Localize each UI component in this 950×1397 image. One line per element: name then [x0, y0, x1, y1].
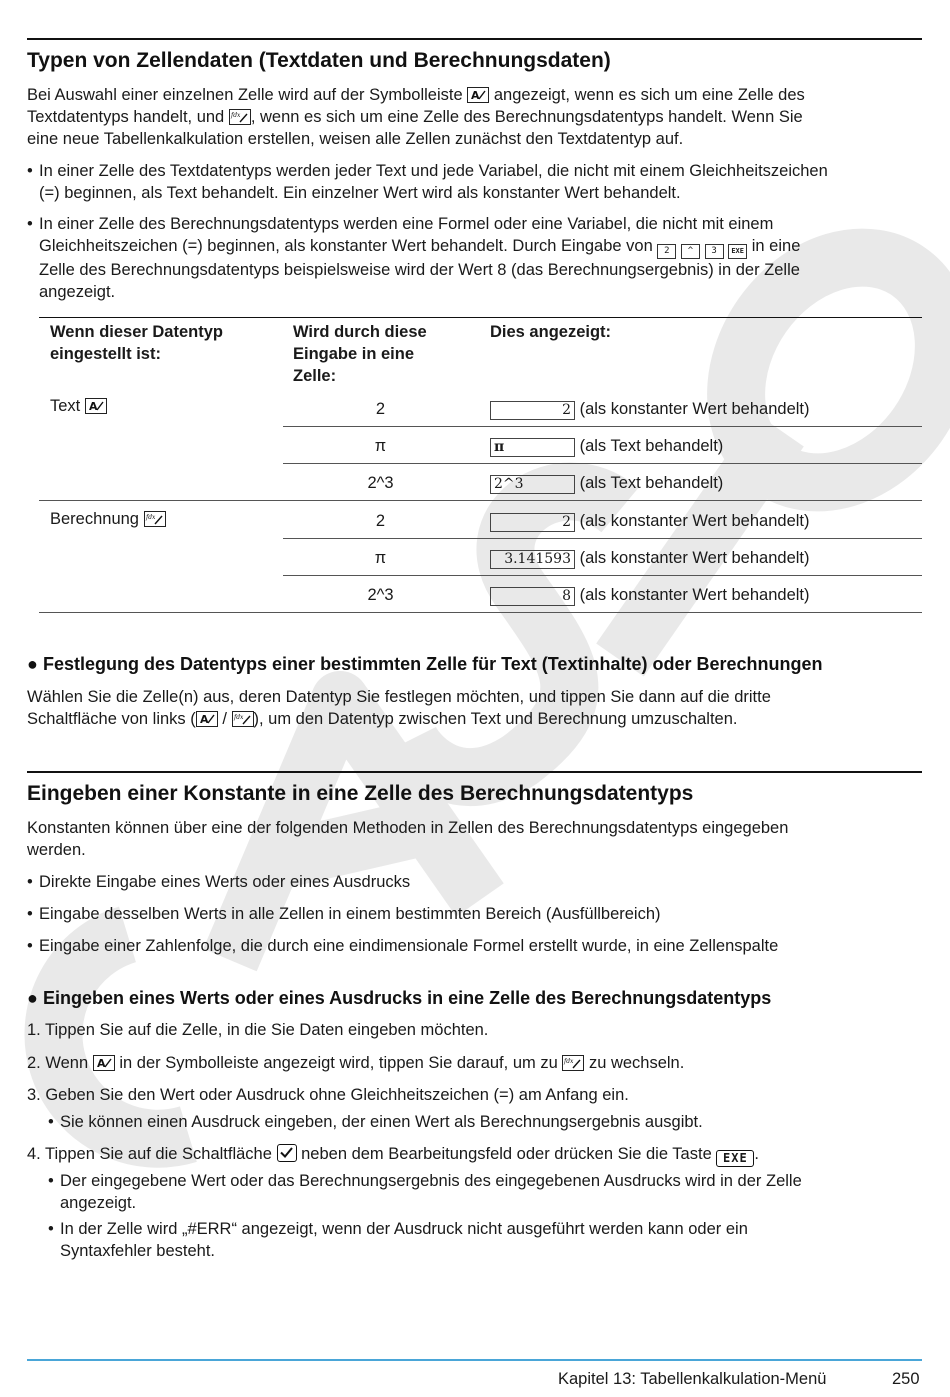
table-cell-input: π: [374, 437, 387, 455]
intro-text: , wenn es sich um eine Zelle des Berechnungsdatentyps handelt. Wenn Sie: [250, 108, 803, 126]
bullet-line: Gleichheitszeichen (=) beginnen, als konstanter Wert behandelt. Durch Eingabe von: [39, 237, 653, 255]
svg-text:fdx: fdx: [564, 1058, 574, 1065]
paragraph-line: Konstanten können über eine der folgenden Methoden in Zellen des Berechnungsdatentyps eingegeben: [27, 819, 789, 837]
bullet-line: angezeigt.: [60, 1194, 137, 1212]
method-bullet: • Direkte Eingabe eines Werts oder eines Ausdrucks: [27, 871, 922, 893]
intro-paragraph: [27, 84, 922, 150]
step-text: in der Symbolleiste angezeigt wird, tippen Sie darauf, um zu: [119, 1054, 558, 1072]
cell-display-box: 2^3: [490, 475, 575, 494]
svg-text:fdx: fdx: [233, 714, 243, 721]
footer-chapter: Kapitel 13: Tabellenkalkulation-Menü: [558, 1370, 827, 1388]
row-divider: [283, 538, 922, 539]
method-bullet: • Eingabe einer Zahlenfolge, die durch eine eindimensionale Formel erstellt wurde, in eine Zellenspalte: [27, 935, 922, 957]
step-1: 1. Tippen Sie auf die Zelle, in die Sie Daten eingeben möchten.: [27, 1021, 489, 1039]
header-line: Wenn dieser Datentyp: [50, 323, 223, 341]
paragraph-line: Wählen Sie die Zelle(n) aus, deren Datentyp Sie festlegen möchten, und tippen Sie dann auf die dritte: [27, 688, 771, 706]
svg-text:fdx: fdx: [230, 112, 241, 119]
table-cell-display-row: [490, 584, 810, 606]
table-cell-input: 2^3: [367, 586, 394, 604]
constants-intro: [27, 817, 922, 861]
group-label-calc: [50, 508, 166, 530]
bullet-line: Zelle des Berechnungsdatentyps beispielsweise wird der Wert 8 (das Berechnungsergebnis) in der Zelle: [39, 261, 800, 279]
intro-text: Bei Auswahl einer einzelnen Zelle wird auf der Symbolleiste: [27, 86, 463, 104]
section-title-enter-constant: Eingeben einer Konstante in eine Zelle des Berechnungsdatentyps: [27, 782, 694, 805]
table-cell-input: π: [374, 549, 387, 567]
step-3-bullet: • Sie können einen Ausdruck eingeben, der einen Wert als Berechnungsergebnis ausgibt.: [48, 1111, 922, 1133]
bullet-line: Syntaxfehler besteht.: [60, 1242, 216, 1260]
table-header-display: [490, 321, 611, 343]
checkmark-icon: [277, 1144, 297, 1162]
step-4: [27, 1143, 922, 1167]
svg-text:A: A: [88, 400, 98, 413]
text-mode-icon: [93, 1055, 115, 1071]
step-text: 4. Tippen Sie auf die Schaltfläche: [27, 1145, 272, 1163]
group-type-label: Berechnung: [50, 510, 139, 528]
bullet-line: In einer Zelle des Textdatentyps werden jeder Text und jede Variabel, die nicht mit einem Gleichheitszeichen: [39, 162, 828, 180]
paragraph-line: werden.: [27, 841, 86, 859]
section-divider: [27, 771, 922, 773]
table-cell-display-row: [490, 547, 810, 569]
row-divider: [283, 463, 922, 464]
table-top-rule: [39, 317, 922, 318]
table-cell-input: 2: [375, 400, 386, 418]
section-divider: [27, 38, 922, 40]
cell-display-box: 2: [490, 513, 575, 532]
subheading-set-data-type: [27, 652, 822, 676]
intro-text: angezeigt, wenn es sich um eine Zelle des: [493, 86, 805, 104]
table-bottom-rule: [39, 612, 922, 613]
group-type-label: Text: [50, 397, 81, 415]
paragraph-line: ), um den Datentyp zwischen Text und Berechnung umzuschalten.: [253, 710, 738, 728]
bullet-dot: ●: [27, 654, 38, 674]
key-2: 2: [657, 244, 676, 259]
subheading-text: Festlegung des Datentyps einer bestimmten Zelle für Text (Textinhalte) oder Berechnungen: [43, 654, 823, 674]
calc-mode-icon: [232, 711, 254, 727]
bullet-line: In einer Zelle des Berechnungsdatentyps werden eine Formel oder eine Variabel, die nicht mit einem: [39, 215, 774, 233]
bullet-line: angezeigt.: [39, 283, 116, 301]
cell-display-box: 8: [490, 587, 575, 606]
cell-display-box: 3.141593: [490, 550, 575, 569]
table-cell-display-row: [490, 472, 723, 494]
step-4-bullet-error: [48, 1218, 922, 1262]
calc-mode-icon: [229, 109, 251, 125]
header-line: eingestellt ist:: [50, 345, 161, 363]
table-cell-input: 2^3: [367, 474, 394, 492]
section-title-cell-data-types: Typen von Zellendaten (Textdaten und Berechnungsdaten): [27, 49, 611, 72]
step-text: neben dem Bearbeitungsfeld oder drücken Sie die Taste: [301, 1145, 712, 1163]
table-cell-display-row: [490, 510, 810, 532]
header-line: Wird durch diese: [293, 323, 427, 341]
intro-text: Textdatentyps handelt, und: [27, 108, 225, 126]
text-mode-icon: [85, 398, 107, 414]
group-divider: [39, 500, 922, 501]
key-3: 3: [705, 244, 724, 259]
table-cell-display-row: [490, 398, 810, 420]
display-note: (als Text behandelt): [579, 437, 724, 455]
table-cell-display-row: [490, 435, 723, 457]
bullet-line: Der eingegebene Wert oder das Berechnungsergebnis des eingegebenen Ausdrucks wird in der Zelle: [60, 1172, 802, 1190]
subheading-text: Eingeben eines Werts oder eines Ausdrucks in eine Zelle des Berechnungsdatentyps: [43, 988, 772, 1008]
step-text: zu wechseln.: [588, 1054, 685, 1072]
step-text: .: [754, 1145, 759, 1163]
header-line: Dies angezeigt:: [490, 323, 612, 341]
bullet-text-type: [27, 160, 922, 204]
display-note: (als konstanter Wert behandelt): [579, 586, 810, 604]
group-label-text: [50, 395, 107, 417]
step-3: 3. Geben Sie den Wert oder Ausdruck ohne Gleichheitszeichen (=) am Anfang ein.: [27, 1086, 629, 1104]
svg-text:A: A: [471, 89, 480, 102]
subheading-enter-value: [27, 986, 771, 1010]
svg-text:fdx: fdx: [145, 514, 156, 521]
bullet-dot: ●: [27, 988, 38, 1008]
exe-key-icon: EXE: [716, 1150, 754, 1167]
svg-text:A: A: [96, 1057, 106, 1070]
cell-display-box: 2: [490, 401, 575, 420]
footer-rule: [27, 1359, 922, 1361]
display-note: (als Text behandelt): [579, 474, 724, 492]
calc-mode-icon: [144, 511, 166, 527]
key-power: ^: [681, 244, 700, 259]
step-2: [27, 1052, 922, 1074]
display-note: (als konstanter Wert behandelt): [579, 549, 810, 567]
cell-display-box: π: [490, 438, 575, 457]
display-note: (als konstanter Wert behandelt): [579, 400, 810, 418]
bullet-line: (=) beginnen, als Text behandelt. Ein einzelner Wert wird als konstanter Wert behandelt.: [39, 184, 681, 202]
display-note: (als konstanter Wert behandelt): [579, 512, 810, 530]
paragraph-line: Schaltfläche von links (: [27, 710, 196, 728]
table-header-type: [50, 321, 223, 365]
bullet-calc-type: [27, 213, 922, 303]
row-divider: [283, 575, 922, 576]
row-divider: [283, 426, 922, 427]
bullet-line: in eine: [751, 237, 801, 255]
method-bullet: • Eingabe desselben Werts in alle Zellen in einem bestimmten Bereich (Ausfüllbereich): [27, 903, 922, 925]
svg-text:A: A: [199, 713, 209, 726]
data-type-table: [39, 317, 922, 614]
text-mode-icon: [467, 87, 489, 103]
key-exe: EXE: [728, 244, 747, 259]
footer-page-number: 250: [892, 1370, 920, 1388]
intro-text: eine neue Tabellenkalkulation erstellen, weisen alle Zellen zunächst den Textdatentyp auf.: [27, 130, 684, 148]
step-4-bullet-result: [48, 1170, 922, 1214]
step-text: 2. Wenn: [27, 1054, 89, 1072]
text-mode-icon: [196, 711, 218, 727]
set-data-type-paragraph: [27, 686, 922, 730]
header-line: Zelle:: [293, 367, 337, 385]
calc-mode-icon: [562, 1055, 584, 1071]
separator: /: [217, 710, 232, 728]
header-line: Eingabe in eine: [293, 345, 415, 363]
bullet-line: In der Zelle wird „#ERR“ angezeigt, wenn der Ausdruck nicht ausgeführt werden kann oder ein: [60, 1220, 748, 1238]
table-cell-input: 2: [375, 512, 386, 530]
table-header-input: [293, 321, 427, 387]
